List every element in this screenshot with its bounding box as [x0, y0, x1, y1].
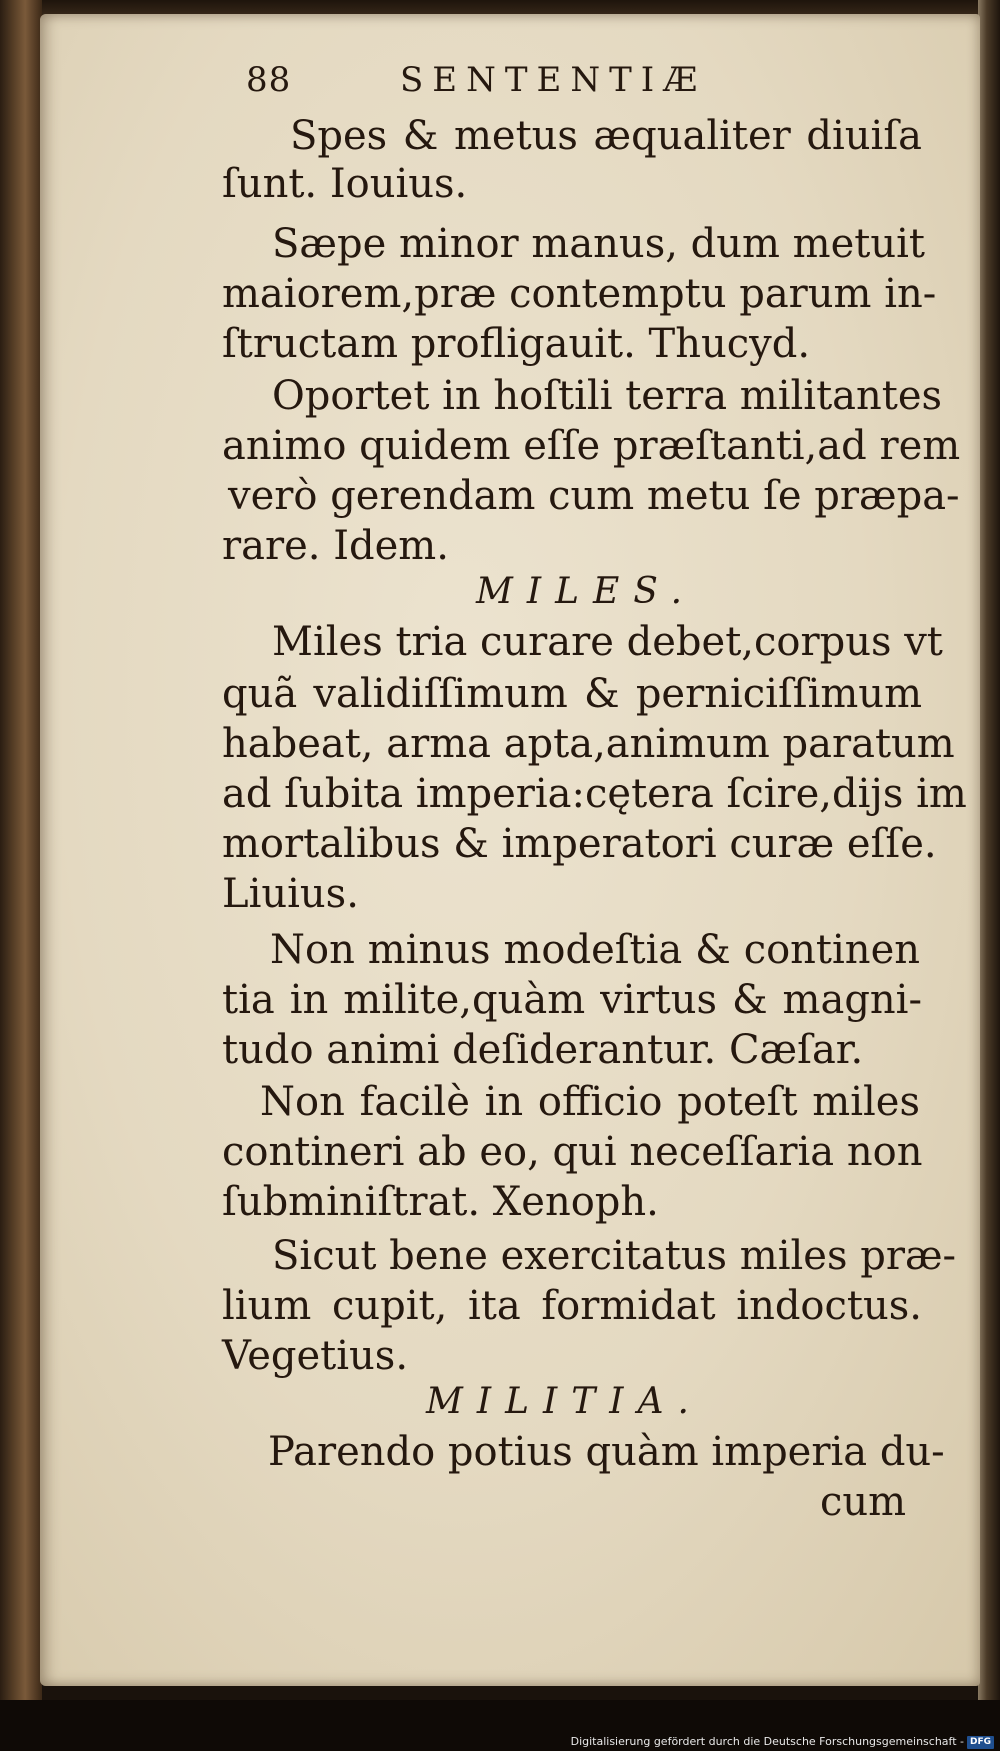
- text-line: lium cupit, ita formidat indoctus.: [222, 1283, 922, 1329]
- text-line: ſtructam profligauit. Thucyd.: [222, 321, 811, 367]
- section-heading-miles: MILES.: [476, 571, 697, 612]
- text-line: contineri ab eo, qui neceſſaria non: [222, 1129, 923, 1175]
- running-title: SENTENTIÆ: [400, 60, 707, 100]
- text-line: ſunt. Iouius.: [222, 161, 468, 207]
- text-line: mortalibus & imperatori curæ eſſe.: [222, 821, 937, 867]
- text-line: Spes & metus æqualiter diuiſa: [290, 113, 922, 159]
- text-line: Non facilè in officio poteſt miles: [260, 1079, 920, 1125]
- digitization-credit: [571, 1734, 994, 1750]
- text-line: ad ſubita imperia:cętera ſcire,dijs im: [222, 771, 967, 817]
- dfg-logo: DFG: [967, 1736, 994, 1749]
- text-line: tia in milite,quàm virtus & magni-: [222, 977, 922, 1023]
- text-line: ſubminiſtrat. Xenoph.: [222, 1179, 659, 1225]
- text-line: Liuius.: [222, 871, 359, 917]
- text-line: Oportet in hoſtili terra militantes: [272, 373, 943, 419]
- page-number: 88: [246, 60, 292, 100]
- text-line: Non minus modeſtia & continen: [270, 927, 920, 973]
- section-heading-militia: MILITIA.: [426, 1381, 703, 1422]
- text-line: animo quidem eſſe præſtanti,ad rem: [222, 423, 961, 469]
- credit-text: Digitalisierung gefördert durch die Deutsche Forschungsgemeinschaft -: [570, 1735, 964, 1748]
- text-line: Sæpe minor manus, dum metuit: [272, 221, 925, 267]
- text-line: maiorem,præ contemptu parum in-: [222, 271, 937, 317]
- text-line: tudo animi deſiderantur. Cæſar.: [222, 1027, 864, 1073]
- text-line: Parendo potius quàm imperia du-: [268, 1429, 945, 1475]
- text-line: quã validiſſimum & perniciſſimum: [222, 671, 922, 717]
- text-line: rare. Idem.: [222, 523, 449, 569]
- catchword: cum: [820, 1479, 907, 1525]
- text-line: verò gerendam cum metu ſe præpa-: [228, 473, 960, 519]
- text-line: Sicut bene exercitatus miles præ-: [272, 1233, 957, 1279]
- text-line: Vegetius.: [222, 1333, 409, 1379]
- text-line: habeat, arma apta,animum paratum: [222, 721, 955, 767]
- text-line: Miles tria curare debet,corpus vt: [272, 619, 943, 665]
